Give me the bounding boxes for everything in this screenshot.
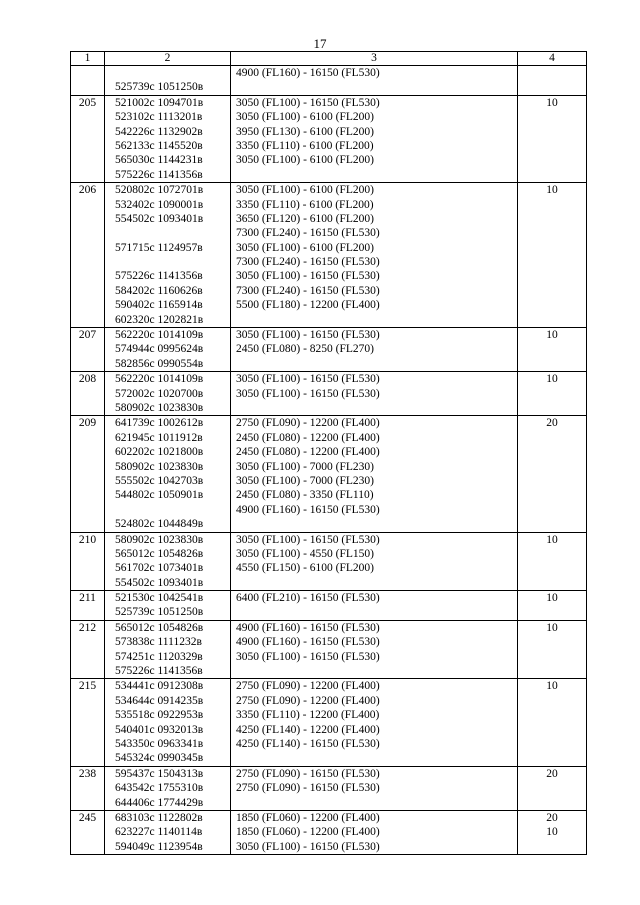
width-value: 10 bbox=[546, 184, 558, 197]
width-value: 20 bbox=[546, 811, 558, 824]
table-row bbox=[71, 372, 587, 416]
altitude-line: 4900 (FL160) - 16150 (FL530) bbox=[236, 67, 380, 79]
coordinate-line: 543350с 0963341в bbox=[115, 737, 204, 750]
zone-number bbox=[71, 416, 105, 532]
coordinate-line: 594049с 1123954в bbox=[115, 840, 203, 853]
coordinate-line: 554502с 1093401в bbox=[115, 212, 204, 225]
altitude-line: 3050 (FL100) - 16150 (FL530) bbox=[236, 650, 380, 663]
altitude-line: 3050 (FL100) - 7000 (FL230) bbox=[236, 474, 374, 487]
coordinate-line: 582856с 0990554в bbox=[115, 357, 204, 370]
zone-number-text: 215 bbox=[78, 680, 97, 693]
altitude-line: 1850 (FL060) - 12200 (FL400) bbox=[236, 811, 380, 824]
coordinate-line: 595437с 1504313в bbox=[115, 767, 204, 780]
header-row bbox=[71, 52, 587, 66]
header-col-3: 3 bbox=[231, 52, 518, 66]
coordinate-line: 641739с 1002612в bbox=[115, 417, 204, 430]
altitude-cell bbox=[231, 95, 518, 182]
altitude-line bbox=[236, 751, 517, 765]
zone-number-text: 211 bbox=[79, 592, 96, 605]
zone-number-text: 238 bbox=[78, 767, 97, 780]
coordinate-line: 580902с 1023830в bbox=[115, 460, 204, 473]
coordinate-line: 621945с 1011912в bbox=[115, 431, 203, 444]
header-col-4: 4 bbox=[518, 52, 587, 66]
altitude-line: 2750 (FL090) - 12200 (FL400) bbox=[236, 680, 380, 693]
altitude-line: 3650 (FL120) - 6100 (FL200) bbox=[236, 212, 374, 225]
table-row bbox=[71, 183, 587, 328]
coordinate-line: 565012с 1054826в bbox=[115, 621, 204, 634]
altitude-cell bbox=[231, 679, 518, 766]
altitude-line bbox=[236, 605, 517, 619]
coordinates-cell bbox=[105, 416, 231, 532]
width-value: 10 bbox=[546, 373, 558, 386]
width-value bbox=[518, 66, 586, 80]
coordinate-line: 534644с 0914235в bbox=[115, 694, 204, 707]
zone-number bbox=[71, 620, 105, 679]
altitude-line: 3050 (FL100) - 7000 (FL230) bbox=[236, 460, 374, 473]
page-number: 17 bbox=[313, 36, 327, 51]
altitude-line: 4250 (FL140) - 16150 (FL530) bbox=[236, 737, 380, 750]
coordinate-line: 525739с 1051250в bbox=[115, 81, 204, 94]
width-value-cell bbox=[518, 810, 587, 854]
altitude-line bbox=[236, 401, 517, 415]
zone-number bbox=[71, 591, 105, 621]
altitude-cell bbox=[231, 532, 518, 591]
header-col-1: 1 bbox=[71, 52, 105, 66]
coordinates-cell bbox=[105, 328, 231, 372]
coordinate-line: 565030с 1144231в bbox=[115, 154, 203, 167]
altitude-line bbox=[236, 576, 517, 590]
coordinate-line: 521002с 1094701в bbox=[115, 96, 204, 109]
altitude-line: 4900 (FL160) - 16150 (FL530) bbox=[236, 621, 380, 634]
coordinate-line: 523102с 1113201в bbox=[115, 111, 203, 124]
zone-number bbox=[71, 183, 105, 328]
coordinate-line: 562220с 1014109в bbox=[115, 373, 204, 386]
width-value-cell bbox=[518, 620, 587, 679]
coordinate-line: 524802с 1044849в bbox=[115, 518, 204, 531]
zone-number bbox=[71, 95, 105, 182]
width-value: 10 bbox=[546, 621, 558, 634]
altitude-cell bbox=[231, 66, 518, 96]
coordinate-line: 525739с 1051250в bbox=[115, 606, 204, 619]
coordinate-line: 572002с 1020700в bbox=[115, 387, 204, 400]
width-value: 10 bbox=[546, 96, 558, 109]
width-value: 20 bbox=[546, 767, 558, 780]
altitude-cell bbox=[231, 591, 518, 621]
altitude-line: 3350 (FL110) - 12200 (FL400) bbox=[236, 709, 380, 722]
coordinate-line: 571715с 1124957в bbox=[115, 241, 203, 254]
altitude-line: 3050 (FL100) - 16150 (FL530) bbox=[236, 329, 380, 342]
altitude-line: 2750 (FL090) - 16150 (FL530) bbox=[236, 767, 380, 780]
coordinates-cell bbox=[105, 679, 231, 766]
zone-number-text: 212 bbox=[78, 621, 97, 634]
altitude-line bbox=[236, 517, 517, 531]
coordinate-line bbox=[115, 226, 230, 240]
coordinate-line: 580902с 1023830в bbox=[115, 533, 204, 546]
altitude-line: 3050 (FL100) - 16150 (FL530) bbox=[236, 533, 380, 546]
zone-number-text: 209 bbox=[78, 417, 97, 430]
zone-number-text: 208 bbox=[78, 373, 97, 386]
coordinate-line: 562133с 1145520в bbox=[115, 139, 203, 152]
altitude-line bbox=[236, 796, 517, 810]
altitude-line: 7300 (FL240) - 16150 (FL530) bbox=[236, 284, 380, 297]
coordinate-line: 562220с 1014109в bbox=[115, 329, 204, 342]
coordinate-line: 580902с 1023830в bbox=[115, 401, 204, 414]
altitude-line bbox=[236, 80, 517, 94]
zone-number bbox=[71, 679, 105, 766]
coordinates-cell bbox=[105, 620, 231, 679]
coordinates-cell bbox=[105, 95, 231, 182]
coordinate-line: 643542с 1755310в bbox=[115, 782, 204, 795]
coordinates-cell bbox=[105, 532, 231, 591]
zone-number-text bbox=[71, 66, 104, 80]
altitude-line: 3050 (FL100) - 16150 (FL530) bbox=[236, 387, 380, 400]
zone-number bbox=[71, 372, 105, 416]
coordinate-line: 521530с 1042541в bbox=[115, 592, 204, 605]
zone-number-text: 207 bbox=[78, 329, 97, 342]
coordinate-line: 561702с 1073401в bbox=[115, 562, 204, 575]
table-row bbox=[71, 66, 587, 96]
altitude-line bbox=[236, 664, 517, 678]
altitude-cell bbox=[231, 416, 518, 532]
altitude-cell bbox=[231, 372, 518, 416]
width-value-cell bbox=[518, 66, 587, 96]
width-value-cell bbox=[518, 183, 587, 328]
coordinate-line: 555502с 1042703в bbox=[115, 474, 204, 487]
coordinate-line: 554502с 1093401в bbox=[115, 576, 204, 589]
altitude-line: 4900 (FL160) - 16150 (FL530) bbox=[236, 503, 380, 516]
altitude-line: 3050 (FL100) - 16150 (FL530) bbox=[236, 270, 380, 283]
width-value: 10 bbox=[546, 680, 558, 693]
altitude-line: 1850 (FL060) - 12200 (FL400) bbox=[236, 826, 380, 839]
table-row bbox=[71, 810, 587, 854]
altitude-cell bbox=[231, 620, 518, 679]
width-value: 10 bbox=[546, 592, 558, 605]
coordinate-line: 644406с 1774429в bbox=[115, 796, 204, 809]
coordinate-line: 575226с 1141356в bbox=[115, 168, 203, 181]
coordinate-line: 574944с 0995624в bbox=[115, 343, 204, 356]
altitude-line: 3050 (FL100) - 4550 (FL150) bbox=[236, 547, 374, 560]
coordinates-cell bbox=[105, 183, 231, 328]
altitude-line: 3950 (FL130) - 6100 (FL200) bbox=[236, 125, 374, 138]
table-row bbox=[71, 95, 587, 182]
zone-number-text: 205 bbox=[78, 96, 97, 109]
table-row bbox=[71, 416, 587, 532]
width-value: 10 bbox=[546, 329, 558, 342]
coordinate-line: 520802с 1072701в bbox=[115, 184, 204, 197]
table-row bbox=[71, 679, 587, 766]
altitude-cell bbox=[231, 766, 518, 810]
coordinates-cell bbox=[105, 66, 231, 96]
altitude-line: 6400 (FL210) - 16150 (FL530) bbox=[236, 592, 380, 605]
altitude-line: 3350 (FL110) - 6100 (FL200) bbox=[236, 198, 374, 211]
altitude-line: 7300 (FL240) - 16150 (FL530) bbox=[236, 256, 380, 269]
header-col-2: 2 bbox=[105, 52, 231, 66]
coordinate-line bbox=[115, 503, 230, 517]
width-value-cell bbox=[518, 372, 587, 416]
coordinates-cell bbox=[105, 591, 231, 621]
coordinate-line: 535518с 0922953в bbox=[115, 709, 204, 722]
coordinate-line: 584202с 1160626в bbox=[115, 284, 203, 297]
width-value: 10 bbox=[546, 826, 558, 839]
coordinate-line: 532402с 1090001в bbox=[115, 198, 204, 211]
altitude-line bbox=[236, 313, 517, 327]
altitude-cell bbox=[231, 810, 518, 854]
coordinate-line: 544802с 1050901в bbox=[115, 489, 204, 502]
coordinate-line: 573838с 1111232в bbox=[115, 636, 202, 649]
coordinates-cell bbox=[105, 372, 231, 416]
coordinate-line: 623227с 1140114в bbox=[115, 826, 203, 839]
altitude-line: 2750 (FL090) - 12200 (FL400) bbox=[236, 694, 380, 707]
altitude-line: 3050 (FL100) - 6100 (FL200) bbox=[236, 154, 374, 167]
airspace-table bbox=[70, 51, 587, 855]
width-value-cell bbox=[518, 532, 587, 591]
altitude-line: 4900 (FL160) - 16150 (FL530) bbox=[236, 636, 380, 649]
coordinates-cell bbox=[105, 766, 231, 810]
altitude-line bbox=[236, 168, 517, 182]
altitude-line bbox=[236, 357, 517, 371]
width-value-cell bbox=[518, 679, 587, 766]
altitude-line: 3050 (FL100) - 16150 (FL530) bbox=[236, 373, 380, 386]
coordinate-line: 575226с 1141356в bbox=[115, 665, 203, 678]
zone-number bbox=[71, 766, 105, 810]
altitude-cell bbox=[231, 328, 518, 372]
width-value-cell bbox=[518, 591, 587, 621]
zone-number-text: 245 bbox=[78, 811, 97, 824]
zone-number-text: 206 bbox=[78, 184, 97, 197]
width-value-cell bbox=[518, 766, 587, 810]
zone-number bbox=[71, 810, 105, 854]
zone-number bbox=[71, 66, 105, 96]
altitude-line: 2450 (FL080) - 3350 (FL110) bbox=[236, 489, 374, 502]
zone-number-text: 210 bbox=[78, 533, 97, 546]
coordinate-line: 602320с 1202821в bbox=[115, 313, 204, 326]
coordinate-line: 602202с 1021800в bbox=[115, 446, 204, 459]
coordinate-line: 540401с 0932013в bbox=[115, 723, 204, 736]
coordinate-line: 575226с 1141356в bbox=[115, 270, 203, 283]
altitude-line: 3050 (FL100) - 6100 (FL200) bbox=[236, 241, 374, 254]
altitude-line: 2750 (FL090) - 16150 (FL530) bbox=[236, 782, 380, 795]
zone-number bbox=[71, 328, 105, 372]
altitude-cell bbox=[231, 183, 518, 328]
coordinate-line bbox=[115, 66, 230, 80]
coordinate-line: 590402с 1165914в bbox=[115, 299, 203, 312]
altitude-line: 3050 (FL100) - 16150 (FL530) bbox=[236, 840, 380, 853]
altitude-line: 3050 (FL100) - 6100 (FL200) bbox=[236, 111, 374, 124]
table-row bbox=[71, 620, 587, 679]
altitude-line: 5500 (FL180) - 12200 (FL400) bbox=[236, 299, 380, 312]
width-value-cell bbox=[518, 95, 587, 182]
coordinates-cell bbox=[105, 810, 231, 854]
coordinate-line bbox=[115, 255, 230, 269]
zone-number bbox=[71, 532, 105, 591]
table-row bbox=[71, 766, 587, 810]
table-body bbox=[71, 66, 587, 855]
width-value: 20 bbox=[546, 417, 558, 430]
width-value-cell bbox=[518, 416, 587, 532]
coordinate-line: 534441с 0912308в bbox=[115, 680, 204, 693]
table-row bbox=[71, 532, 587, 591]
coordinate-line: 683103с 1122802в bbox=[115, 811, 203, 824]
altitude-line: 4550 (FL150) - 6100 (FL200) bbox=[236, 562, 374, 575]
altitude-line: 3050 (FL100) - 6100 (FL200) bbox=[236, 184, 374, 197]
altitude-line: 2450 (FL080) - 8250 (FL270) bbox=[236, 343, 374, 356]
coordinate-line: 542226с 1132902в bbox=[115, 125, 203, 138]
altitude-line: 2450 (FL080) - 12200 (FL400) bbox=[236, 431, 380, 444]
table-row bbox=[71, 328, 587, 372]
width-value: 10 bbox=[546, 533, 558, 546]
width-value-cell bbox=[518, 328, 587, 372]
altitude-line: 7300 (FL240) - 16150 (FL530) bbox=[236, 227, 380, 240]
table-row bbox=[71, 591, 587, 621]
coordinate-line: 574251с 1120329в bbox=[115, 650, 203, 663]
altitude-line: 3050 (FL100) - 16150 (FL530) bbox=[236, 96, 380, 109]
altitude-line: 2450 (FL080) - 12200 (FL400) bbox=[236, 446, 380, 459]
altitude-line: 4250 (FL140) - 12200 (FL400) bbox=[236, 723, 380, 736]
coordinate-line: 565012с 1054826в bbox=[115, 547, 204, 560]
coordinate-line: 545324с 0990345в bbox=[115, 752, 204, 765]
altitude-line: 3350 (FL110) - 6100 (FL200) bbox=[236, 139, 374, 152]
altitude-line: 2750 (FL090) - 12200 (FL400) bbox=[236, 417, 380, 430]
